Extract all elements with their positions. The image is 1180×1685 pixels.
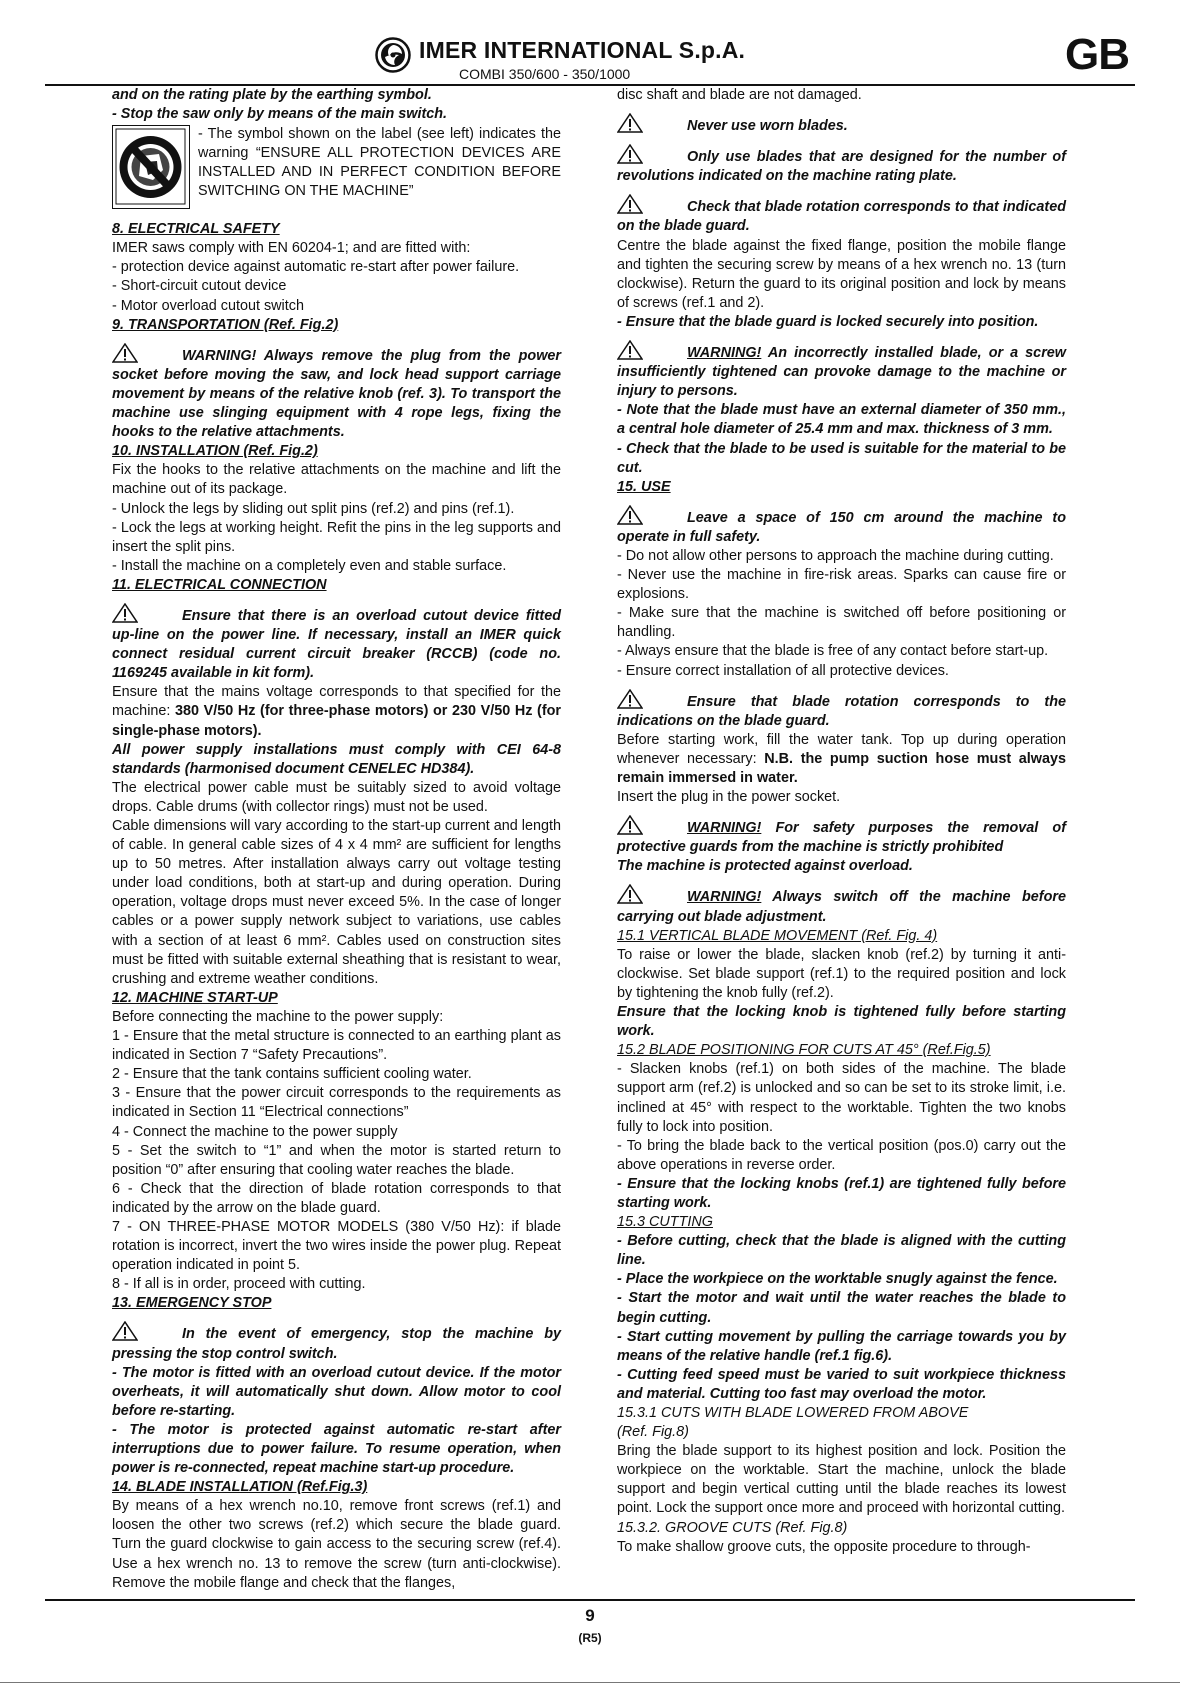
subsection-title: 15.1 VERTICAL BLADE MOVEMENT (Ref. Fig. 4) (617, 927, 938, 944)
paragraph: By means of a hex wrench no.10, remove front screws (ref.1) and loosen the other two screws (ref.2) which secure the blade guard. Turn the guard clockwise to gain access to the securing screw (ref.4). Use a hex wrench no. 13 to remove the screw (turn anti-clockwise). Remove the mobile flange and check that the flanges, (112, 1498, 561, 1591)
warning-label: WARNING! (687, 345, 762, 362)
paragraph (617, 731, 1066, 788)
warning-label: WARNING! (687, 889, 762, 906)
paragraph: - Note that the blade must have an external diameter of 350 mm., a central hole diameter of 25.4 mm and max. thickness of 3 mm. (617, 402, 1066, 438)
left-column (112, 86, 561, 1593)
warning-triangle-icon (617, 505, 643, 525)
model-name: COMBI 350/600 - 350/1000 (459, 66, 631, 82)
paragraph: Ensure that the locking knob is tightened fully before starting work. (617, 1004, 1066, 1040)
list-item: 5 - Set the switch to “1” and when the motor is started return to position “0” after ensuring that cooling water reaches the blade. (112, 1142, 561, 1178)
paragraph: - Motor overload cutout switch (112, 297, 304, 314)
paragraph: Centre the blade against the fixed flange, position the mobile flange and tighten the securing screw by means of a hex wrench no. 13 (turn clockwise). Return the guard to its original position and lock by means of screws (ref.1 and 2). (617, 237, 1066, 311)
paragraph: Insert the plug in the power socket. (617, 789, 841, 806)
warning-text: For safety purposes the removal of protective guards from the machine is strictly prohibited (617, 820, 1066, 856)
paragraph: - Start cutting movement by pulling the carriage towards you by means of the relative handle (ref.1 fig.6). (617, 1328, 1066, 1364)
list-item: 4 - Connect the machine to the power supply (112, 1123, 398, 1140)
paragraph: To make shallow groove cuts, the opposite procedure to through- (617, 1538, 1031, 1555)
paragraph: - Always ensure that the blade is free of any contact before start-up. (617, 643, 1049, 660)
page-number: 9 (585, 1606, 595, 1625)
warning-text: WARNING! Always remove the plug from the power socket before moving the saw, and lock head support carriage movement by means of the relative knob (ref. 3). To transport the machine use slinging equipment with 4 rope legs, fixing the hooks to the relative attachments. (112, 347, 561, 441)
section-title: 14. BLADE INSTALLATION (Ref.Fig.3) (112, 1479, 368, 1496)
paragraph: - Install the machine on a completely even and stable surface. (112, 557, 507, 574)
paragraph (112, 683, 561, 740)
language-code: GB (1065, 30, 1129, 79)
warning-triangle-icon (617, 113, 643, 133)
warning-paragraph (112, 343, 561, 442)
paragraph: - To bring the blade back to the vertical position (pos.0) carry out the above operations in reverse order. (617, 1137, 1066, 1173)
warning-text: An incorrectly installed blade, or a screw insufficiently tightened can provoke damage to the machine or injury to persons. (617, 345, 1066, 400)
warning-triangle-icon (112, 1321, 138, 1341)
warning-paragraph (617, 194, 1066, 236)
label-symbol-text: - The symbol shown on the label (see left) indicates the warning “ENSURE ALL PROTECTION DEVICES ARE INSTALLED AND IN PERFECT CONDITION BEFORE SWITCHING ON THE MACHINE” (198, 126, 561, 200)
paragraph: The electrical power cable must be suitably sized to avoid voltage drops. Cable drums (with collector rings) must not be used. (112, 779, 561, 815)
warning-triangle-icon (112, 603, 138, 623)
paragraph: - Ensure correct installation of all protective devices. (617, 662, 949, 679)
warning-text: Never use worn blades. (687, 118, 848, 135)
right-column (617, 86, 1066, 1557)
warning-paragraph (617, 815, 1066, 857)
paragraph: - Cutting feed speed must be varied to suit workpiece thickness and material. Cutting too fast may overload the motor. (617, 1366, 1066, 1402)
paragraph: - protection device against automatic re-start after power failure. (112, 259, 520, 276)
paragraph: - The motor is protected against automatic re-start after interruptions due to power failure. To resume operation, when power is re-connected, repeat machine start-up procedure. (112, 1421, 561, 1477)
paragraph: - Do not allow other persons to approach the machine during cutting. (617, 547, 1054, 564)
paragraph: - Start the motor and wait until the water reaches the blade to begin cutting. (617, 1290, 1066, 1326)
footer-rule (45, 1599, 1135, 1601)
warning-text: Ensure that blade rotation corresponds to the indications on the blade guard. (617, 693, 1066, 729)
section-title: 11. ELECTRICAL CONNECTION (112, 576, 327, 593)
note-text: N.B. the pump suction hose must always remain immersed in water. (617, 750, 1066, 786)
warning-paragraph (617, 144, 1066, 186)
warning-triangle-icon (617, 884, 643, 904)
warning-paragraph (617, 113, 1066, 136)
paragraph: IMER saws comply with EN 60204-1; and are fitted with: (112, 240, 471, 257)
paragraph: and on the rating plate by the earthing symbol. (112, 87, 432, 103)
warning-triangle-icon (617, 194, 643, 214)
list-item: 3 - Ensure that the power circuit corresponds to the requirements as indicated in Section 11 “Electrical connections” (112, 1085, 561, 1121)
warning-paragraph (617, 689, 1066, 731)
warning-paragraph (617, 340, 1066, 401)
warning-paragraph (617, 884, 1066, 926)
revision-label: (R5) (578, 1631, 602, 1645)
warning-text: Only use blades that are designed for the number of revolutions indicated on the machine rating plate. (617, 149, 1066, 185)
paragraph: Bring the blade support to its highest position and lock. Position the workpiece on the worktable. Start the machine, unlock the blade support and begin vertical cutting until the blade reaches its lowest point. Lock the support once more and proceed with horizontal cutting. (617, 1443, 1066, 1517)
list-item: 7 - ON THREE-PHASE MOTOR MODELS (380 V/50 Hz): if blade rotation is incorrect, invert the two wires inside the power plug. Repeat operation indicated in point 5. (112, 1218, 561, 1274)
list-item: 1 - Ensure that the metal structure is connected to an earthing plant as indicated in Section 7 “Safety Precautions”. (112, 1028, 561, 1064)
list-item: 2 - Ensure that the tank contains sufficient cooling water. (112, 1066, 472, 1083)
subsection-title: 15.3.1 CUTS WITH BLADE LOWERED FROM ABOVE (617, 1405, 969, 1421)
warning-paragraph (617, 505, 1066, 547)
page-edge (0, 1682, 1180, 1683)
paragraph: - Check that the blade to be used is suitable for the material to be cut. (617, 440, 1066, 476)
section-title: 9. TRANSPORTATION (Ref. Fig.2) (112, 316, 339, 333)
section-title: 15. USE (617, 478, 671, 495)
subsection-title: 15.3.2. GROOVE CUTS (Ref. Fig.8) (617, 1519, 848, 1536)
warning-text: Check that blade rotation corresponds to that indicated on the blade guard. (617, 199, 1066, 235)
paragraph: - Lock the legs at working height. Refit the pins in the leg supports and insert the split pins. (112, 519, 561, 555)
warning-text: In the event of emergency, stop the machine by pressing the stop control switch. (112, 1326, 561, 1362)
warning-paragraph (112, 1321, 561, 1363)
paragraph: - Never use the machine in fire-risk areas. Sparks can cause fire or explosions. (617, 567, 1066, 603)
label-symbol-block (112, 125, 561, 209)
paragraph: - Make sure that the machine is switched off before positioning or handling. (617, 605, 1066, 641)
text: Before starting work, fill the water tank. Top up during operation whenever necessary: (617, 731, 1066, 767)
section-title: 8. ELECTRICAL SAFETY (112, 221, 280, 238)
paragraph: - Place the workpiece on the worktable snugly against the fence. (617, 1271, 1058, 1288)
subsection-title: 15.2 BLADE POSITIONING FOR CUTS AT 45° (Ref.Fig.5) (617, 1042, 991, 1059)
paragraph: Before connecting the machine to the power supply: (112, 1008, 444, 1025)
list-item: 8 - If all is in order, proceed with cutting. (112, 1276, 366, 1293)
protection-device-symbol-icon (112, 125, 190, 209)
paragraph: - Unlock the legs by sliding out split pins (ref.2) and pins (ref.1). (112, 500, 515, 517)
paragraph: - Before cutting, check that the blade is aligned with the cutting line. (617, 1233, 1066, 1269)
warning-text: Leave a space of 150 cm around the machine to operate in full safety. (617, 509, 1066, 545)
warning-text: Always switch off the machine before carrying out blade adjustment. (617, 889, 1066, 925)
warning-triangle-icon (617, 144, 643, 164)
voltage-spec: 380 V/50 Hz (for three-phase motors) or 230 V/50 Hz (for single-phase motors). (112, 703, 562, 739)
section-title: 12. MACHINE START-UP (112, 989, 278, 1006)
warning-text: Ensure that there is an overload cutout device fitted up-line on the power line. If necessary, install an IMER quick connect residual current circuit breaker (RCCB) (code no. 1169245 available in kit form). (112, 607, 561, 682)
paragraph: - Stop the saw only by means of the main switch. (112, 106, 448, 123)
warning-triangle-icon (617, 689, 643, 709)
page-header (0, 0, 1180, 86)
warning-triangle-icon (617, 815, 643, 835)
paragraph: Fix the hooks to the relative attachments on the machine and lift the machine out of its package. (112, 462, 561, 498)
warning-triangle-icon (112, 343, 138, 363)
paragraph: Cable dimensions will vary according to the start-up current and length of cable. In general cable sizes of 4 x 4 mm² are sufficient for lengths up to 50 metres. After installation always carry out voltage testing under load conditions, both at start-up and during operation. During operation, voltage drops must never exceed 5%. In the case of longer cables or a power supply network subject to variations, use cables with a section of at least 6 mm². Cables used on construction sites must be fitted with suitable external sheathing that is resistant to wear, crushing and extreme weather conditions. (112, 818, 561, 987)
imer-logo-icon (375, 37, 411, 73)
warning-label: WARNING! (687, 820, 762, 837)
paragraph: - Short-circuit cutout device (112, 278, 287, 295)
paragraph: disc shaft and blade are not damaged. (617, 87, 862, 103)
paragraph: - Ensure that the blade guard is locked securely into position. (617, 313, 1039, 330)
section-title: 13. EMERGENCY STOP (112, 1295, 272, 1312)
paragraph: The machine is protected against overload. (617, 858, 913, 875)
subsection-title: 15.3 CUTTING (617, 1214, 713, 1231)
paragraph: All power supply installations must comply with CEI 64-8 standards (harmonised document CENELEC HD384). (112, 741, 561, 777)
text: Ensure that the mains voltage corresponds to that specified for the machine: (112, 684, 561, 720)
subsection-ref: (Ref. Fig.8) (617, 1424, 689, 1441)
list-item: 6 - Check that the direction of blade rotation corresponds to that indicated by the arrow on the blade guard. (112, 1180, 561, 1216)
paragraph: - The motor is fitted with an overload cutout device. If the motor overheats, it will automatically shut down. Allow motor to cool before re-starting. (112, 1364, 561, 1419)
paragraph: To raise or lower the blade, slacken knob (ref.2) by turning it anti-clockwise. Set blade support (ref.1) to the required position and lock by tightening the knob fully (ref.2). (617, 946, 1066, 1001)
paragraph: - Slacken knobs (ref.1) on both sides of the machine. The blade support arm (ref.2) is unlocked and so can be set to its stroke limit, i.e. inclined at 45° with respect to the worktable. Tighten the two knobs fully to lock into position. (617, 1061, 1066, 1135)
paragraph: - Ensure that the locking knobs (ref.1) are tightened fully before starting work. (617, 1175, 1066, 1211)
warning-triangle-icon (617, 340, 643, 360)
section-title: 10. INSTALLATION (Ref. Fig.2) (112, 443, 318, 460)
warning-paragraph (112, 603, 561, 683)
company-name: IMER INTERNATIONAL S.p.A. (419, 37, 746, 63)
